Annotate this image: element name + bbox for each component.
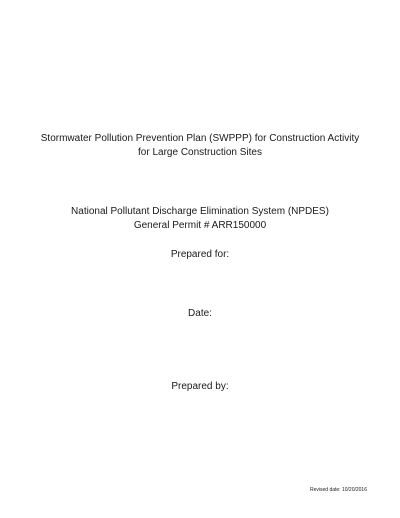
prepared-for-label: Prepared for: [170,249,230,260]
date-label: Date: [188,308,212,319]
prepared-by-label: Prepared by: [171,381,229,392]
title-line-1: Stormwater Pollution Prevention Plan (SWPPP) for Construction Activity [40,133,360,144]
program-line-1: National Pollutant Discharge Elimination System (NPDES) [71,206,329,217]
document-title [0,132,400,160]
permit-program [0,205,400,233]
revised-date: Revised date: 10/20/2016 [310,487,367,493]
title-line-2: for Large Construction Sites [138,147,262,158]
program-line-2: General Permit # ARR150000 [133,220,267,231]
